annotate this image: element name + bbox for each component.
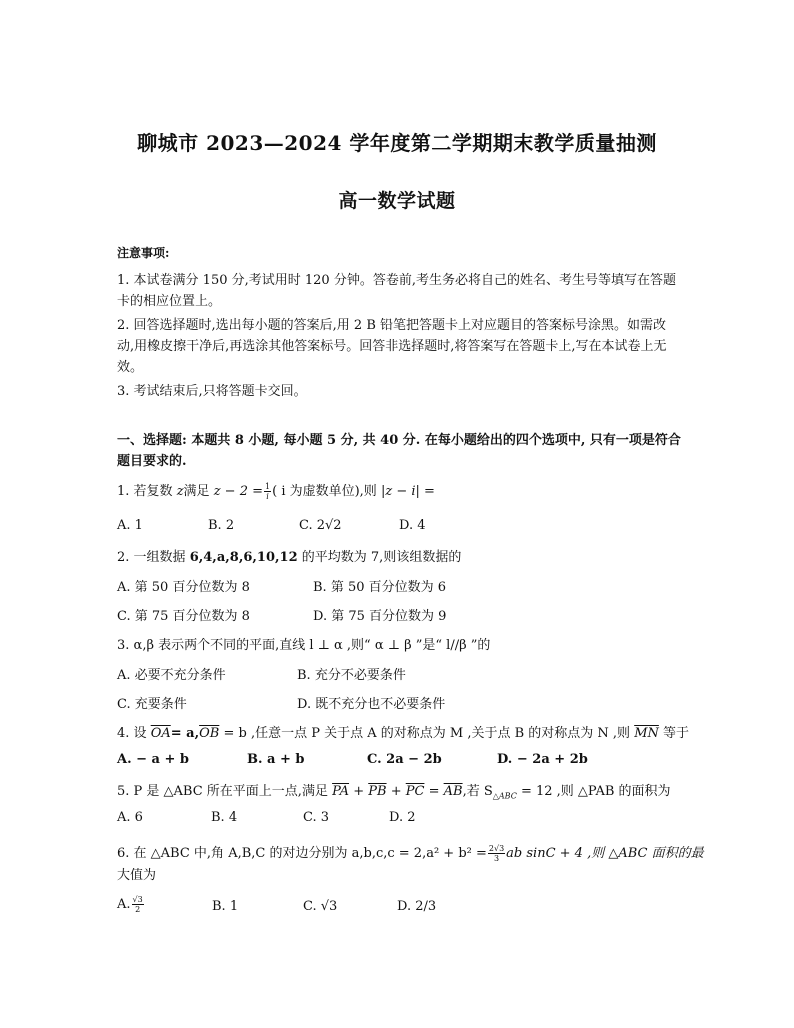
q2-option-c: C. 第 75 百分位数为 8 <box>117 609 250 624</box>
q3-option-b: B. 充分不必要条件 <box>297 668 406 683</box>
q4-option-d: D. − 2a + 2b <box>497 752 588 767</box>
q5-vector-pa: $\overline{PA}$ <box>332 784 350 799</box>
q4-option-c: C. 2a − 2b <box>367 752 442 767</box>
q5-option-c: C. 3 <box>303 810 330 825</box>
q4-vector-mn: $\overline{MN}$ <box>634 726 659 741</box>
section-heading-choice: 一、选择题: 本题共 8 小题, 每小题 5 分, 共 40 分. 在每小题给出的四个选项中, 只有一项是符合题目要求的. <box>117 433 681 469</box>
q5-option-a: A. 6 <box>117 810 143 825</box>
q1-option-b: B. 2 <box>208 518 235 533</box>
q6-fraction <box>488 844 505 863</box>
q5-option-b: B. 4 <box>211 810 238 825</box>
q5-vector-pc: $\overline{PC}$ <box>405 784 425 799</box>
q1-option-c: C. 2√2 <box>299 518 342 533</box>
q5-vector-pb: $\overline{PB}$ <box>368 784 387 799</box>
question-3-stem: 3. α,β 表示两个不同的平面,直线 l ⊥ α ,则“ α ⊥ β ”是“ l//β ”的 <box>117 638 491 653</box>
q1-ask: |z − i| = <box>380 484 435 499</box>
q4-vector-oa: $\overline{OA}$ <box>150 726 171 741</box>
q5-vector-ab: $\overline{AB}$ <box>443 784 463 799</box>
q3-option-a: A. 必要不充分条件 <box>117 668 226 683</box>
notice-item-3: 3. 考试结束后,只将答题卡交回。 <box>117 384 307 399</box>
q6-option-a-num: √3 <box>132 895 143 904</box>
q5-plus-2: + <box>390 784 402 799</box>
exam-title: 聊城市 2023—2024 学年度第二学期期末教学质量抽测 <box>137 131 657 155</box>
q6-option-a-den: 2 <box>135 905 141 914</box>
q6-frac-den: 3 <box>493 854 500 863</box>
q2-data: 6,4,a,8,6,10,12 <box>189 550 298 565</box>
q5-part-1: 5. P 是 △ABC 所在平面上一点,满足 <box>117 784 328 799</box>
q5-plus-1: + <box>353 784 365 799</box>
notice-item-1: 1. 本试卷满分 150 分,考试用时 120 分钟。答卷前,考生务必将自己的姓名、考生号等填写在答题卡的相应位置上。 <box>117 273 676 309</box>
q5-part-5: ,若 S <box>462 784 493 799</box>
q4-part-4: 等于 <box>663 726 690 741</box>
q1-prefix: 1. 若复数 <box>117 484 173 499</box>
q6-option-b: B. 1 <box>212 899 239 914</box>
q5-part-6: = 12 ,则 △PAB 的面积为 <box>520 784 671 799</box>
question-5-stem <box>117 780 671 801</box>
q1-frac-num: 1 <box>265 482 271 491</box>
q3-option-c: C. 充要条件 <box>117 697 187 712</box>
notice-item-2: 2. 回答选择题时,选出每小题的答案后,用 2 B 铅笔把答题卡上对应题目的答案标号涂黑。如需改动,用橡皮擦干净后,再选涂其他答案标号。回答非选择题时,将答案写在答题卡上,写在本试卷上无效。 <box>117 318 667 375</box>
q3-option-d: D. 既不充分也不必要条件 <box>297 697 446 712</box>
q1-var-z: z <box>176 484 184 499</box>
question-6-stem-line2: 大值为 <box>117 868 157 883</box>
q4-option-a: A. − a + b <box>117 752 190 767</box>
q6-option-a-label: A. <box>117 897 131 912</box>
q1-cond: 满足 <box>183 484 210 499</box>
q6-option-d: D. 2/3 <box>397 899 437 914</box>
q2-option-b: B. 第 50 百分位数为 6 <box>313 580 447 595</box>
q6-part-1: 6. 在 △ABC 中,角 A,B,C 的对边分别为 a,b,c,c = 2,a² + b² = <box>117 846 487 861</box>
q6-option-a <box>117 895 145 914</box>
notice-heading: 注意事项: <box>117 246 170 260</box>
q5-equals: = <box>428 784 440 799</box>
q2-stem-b: 的平均数为 7,则该组数据的 <box>301 550 462 565</box>
q1-equation-left: z − 2 = <box>213 484 264 499</box>
q6-frac-num: 2√3 <box>488 844 505 853</box>
question-4-stem <box>117 722 689 741</box>
exam-subtitle: 高一数学试题 <box>338 190 456 212</box>
q1-fraction <box>264 482 271 501</box>
q4-part-1: 4. 设 <box>117 726 147 741</box>
q6-option-c: C. √3 <box>303 899 338 914</box>
question-6-stem <box>117 842 704 863</box>
q2-stem-a: 2. 一组数据 <box>117 550 186 565</box>
q4-part-2: = a, <box>170 726 200 741</box>
q4-option-b: B. a + b <box>247 752 305 767</box>
q6-part-2: ab sinC + 4 ,则 △ABC 面积的最 <box>506 846 704 861</box>
q6-option-a-fraction <box>132 895 144 914</box>
question-1-stem <box>117 480 435 501</box>
q1-option-d: D. 4 <box>399 518 426 533</box>
q1-frac-den: i <box>266 492 269 501</box>
q4-part-3: = b ,任意一点 P 关于点 A 的对称点为 M ,关于点 B 的对称点为 N ,则 <box>223 726 631 741</box>
q2-option-a: A. 第 50 百分位数为 8 <box>117 580 250 595</box>
q1-note: ( i 为虚数单位),则 <box>272 484 377 499</box>
q2-option-d: D. 第 75 百分位数为 9 <box>313 609 447 624</box>
q5-option-d: D. 2 <box>389 810 416 825</box>
q1-option-a: A. 1 <box>117 518 143 533</box>
q5-subscript: △ABC <box>492 791 517 801</box>
q4-vector-ob: $\overline{OB}$ <box>199 726 220 741</box>
question-2-stem <box>117 546 461 565</box>
